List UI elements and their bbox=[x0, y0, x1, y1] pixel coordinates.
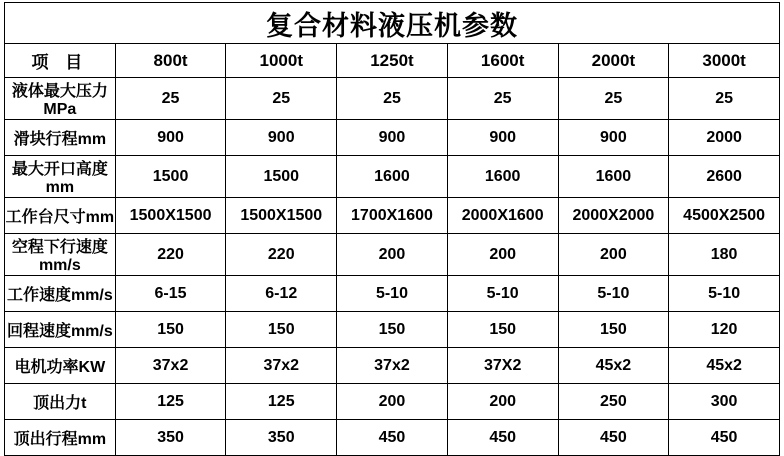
table-cell: 6-12 bbox=[226, 276, 337, 312]
table-header-row bbox=[5, 44, 780, 78]
table-cell: 150 bbox=[115, 312, 226, 348]
table-cell: 25 bbox=[558, 78, 669, 120]
table-row bbox=[5, 156, 780, 198]
table-cell: 1600 bbox=[337, 156, 448, 198]
table-cell: 220 bbox=[226, 234, 337, 276]
table-cell: 1500 bbox=[226, 156, 337, 198]
row-label: 顶出行程mm bbox=[5, 420, 116, 456]
table-cell: 150 bbox=[337, 312, 448, 348]
table-cell: 900 bbox=[447, 120, 558, 156]
table-cell: 200 bbox=[337, 234, 448, 276]
title-row bbox=[5, 3, 780, 44]
table-cell: 1600 bbox=[558, 156, 669, 198]
row-label: 液体最大压力MPa bbox=[5, 78, 116, 120]
table-cell: 45x2 bbox=[669, 348, 780, 384]
table-cell: 37x2 bbox=[226, 348, 337, 384]
table-cell: 125 bbox=[115, 384, 226, 420]
column-header-item: 项 目 bbox=[5, 44, 116, 78]
table-cell: 2000X1600 bbox=[447, 198, 558, 234]
table-cell: 450 bbox=[447, 420, 558, 456]
column-header-1000t: 1000t bbox=[226, 44, 337, 78]
table-cell: 25 bbox=[115, 78, 226, 120]
table-cell: 4500X2500 bbox=[669, 198, 780, 234]
column-header-800t: 800t bbox=[115, 44, 226, 78]
table-row bbox=[5, 234, 780, 276]
table-cell: 37X2 bbox=[447, 348, 558, 384]
table-cell: 120 bbox=[669, 312, 780, 348]
table-cell: 200 bbox=[447, 234, 558, 276]
table-cell: 125 bbox=[226, 384, 337, 420]
table-body bbox=[5, 3, 780, 456]
row-label: 空程下行速度mm/s bbox=[5, 234, 116, 276]
table-cell: 2000X2000 bbox=[558, 198, 669, 234]
table-row bbox=[5, 276, 780, 312]
table-row bbox=[5, 312, 780, 348]
table-cell: 200 bbox=[447, 384, 558, 420]
row-label: 顶出力t bbox=[5, 384, 116, 420]
table-cell: 1500 bbox=[115, 156, 226, 198]
table-cell: 150 bbox=[226, 312, 337, 348]
table-cell: 150 bbox=[558, 312, 669, 348]
row-label: 滑块行程mm bbox=[5, 120, 116, 156]
table-cell: 6-15 bbox=[115, 276, 226, 312]
table-cell: 5-10 bbox=[669, 276, 780, 312]
table-cell: 900 bbox=[337, 120, 448, 156]
document-title: 复合材料液压机参数 bbox=[5, 3, 780, 44]
table-cell: 37x2 bbox=[115, 348, 226, 384]
column-header-2000t: 2000t bbox=[558, 44, 669, 78]
table-cell: 200 bbox=[558, 234, 669, 276]
row-label: 工作速度mm/s bbox=[5, 276, 116, 312]
table-cell: 900 bbox=[226, 120, 337, 156]
table-row bbox=[5, 420, 780, 456]
table-cell: 900 bbox=[115, 120, 226, 156]
table-cell: 25 bbox=[226, 78, 337, 120]
table-cell: 350 bbox=[226, 420, 337, 456]
table-row bbox=[5, 198, 780, 234]
specification-table bbox=[4, 2, 780, 456]
table-cell: 2000 bbox=[669, 120, 780, 156]
table-cell: 1700X1600 bbox=[337, 198, 448, 234]
table-cell: 1600 bbox=[447, 156, 558, 198]
table-cell: 300 bbox=[669, 384, 780, 420]
table-cell: 1500X1500 bbox=[226, 198, 337, 234]
column-header-1600t: 1600t bbox=[447, 44, 558, 78]
column-header-1250t: 1250t bbox=[337, 44, 448, 78]
table-cell: 450 bbox=[337, 420, 448, 456]
table-cell: 5-10 bbox=[558, 276, 669, 312]
table-cell: 250 bbox=[558, 384, 669, 420]
column-header-3000t: 3000t bbox=[669, 44, 780, 78]
table-cell: 1500X1500 bbox=[115, 198, 226, 234]
row-label: 工作台尺寸mm bbox=[5, 198, 116, 234]
table-cell: 5-10 bbox=[337, 276, 448, 312]
table-row bbox=[5, 348, 780, 384]
table-cell: 180 bbox=[669, 234, 780, 276]
table-cell: 450 bbox=[558, 420, 669, 456]
table-cell: 37x2 bbox=[337, 348, 448, 384]
row-label: 最大开口高度mm bbox=[5, 156, 116, 198]
table-cell: 350 bbox=[115, 420, 226, 456]
table-cell: 900 bbox=[558, 120, 669, 156]
table-cell: 220 bbox=[115, 234, 226, 276]
table-cell: 25 bbox=[669, 78, 780, 120]
table-cell: 45x2 bbox=[558, 348, 669, 384]
table-row bbox=[5, 384, 780, 420]
table-cell: 450 bbox=[669, 420, 780, 456]
row-label: 电机功率KW bbox=[5, 348, 116, 384]
row-label: 回程速度mm/s bbox=[5, 312, 116, 348]
table-cell: 25 bbox=[447, 78, 558, 120]
table-row bbox=[5, 78, 780, 120]
table-cell: 200 bbox=[337, 384, 448, 420]
table-cell: 5-10 bbox=[447, 276, 558, 312]
table-cell: 150 bbox=[447, 312, 558, 348]
table-cell: 25 bbox=[337, 78, 448, 120]
table-cell: 2600 bbox=[669, 156, 780, 198]
table-row bbox=[5, 120, 780, 156]
